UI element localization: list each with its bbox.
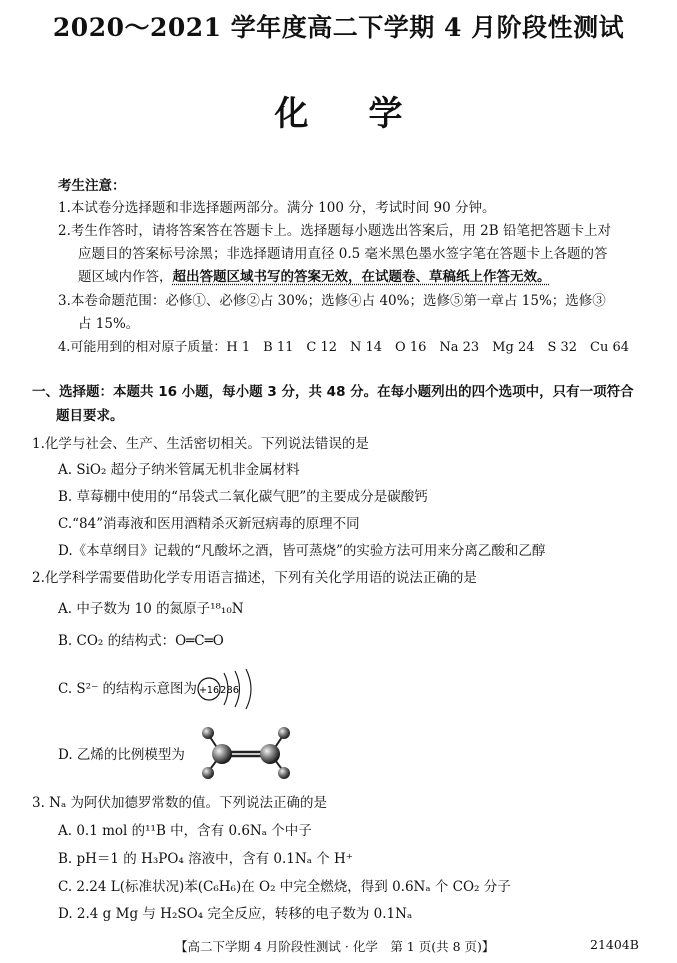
q3-stem: 3. Nₐ 为阿伏加德罗常数的值。下列说法正确的是	[32, 795, 327, 811]
q1-stem: 1.化学与社会、生产、生活密切相关。下列说法错误的是	[32, 436, 369, 452]
q1-option-d: D.《本草纲目》记载的“凡酸坏之酒，皆可蒸烧”的实验方法可用来分离乙酸和乙醇	[58, 543, 546, 559]
section-heading-2: 题目要求。	[56, 408, 124, 424]
q2-option-d: D. 乙烯的比例模型为	[58, 747, 185, 763]
notice-line-3: 应题目的答案标号涂黑；非选择题请用直径 0.5 毫米黑色墨水签字笔在答题卡上各题的答	[78, 246, 608, 262]
notice-line-2: 2.考生作答时，请将答案答在答题卡上。选择题每小题选出答案后，用 2B 铅笔把答题卡上对	[58, 223, 611, 239]
q3-option-c: C. 2.24 L(标准状况)苯(C₆H₆)在 O₂ 中完全燃烧，得到 0.6Nₐ 个 CO₂ 分子	[58, 879, 511, 895]
footer-page-info: 【高二下学期 4 月阶段性测试 · 化学 第 1 页(共 8 页)】	[175, 939, 495, 954]
q1-option-c: C.“84”消毒液和医用酒精杀灭新冠病毒的原理不同	[58, 516, 360, 532]
notice-line-1: 1.本试卷分选择题和非选择题两部分。满分 100 分，考试时间 90 分钟。	[58, 200, 496, 216]
q3-option-d: D. 2.4 g Mg 与 H₂SO₄ 完全反应，转移的电子数为 0.1Nₐ	[58, 906, 413, 922]
q2-option-c: C. S²⁻ 的结构示意图为	[58, 681, 198, 697]
footer-code: 21404B	[590, 937, 639, 952]
notice-line-4-text: 题区域内作答，	[78, 269, 173, 285]
q2-stem: 2.化学科学需要借助化学专用语言描述，下列有关化学用语的说法正确的是	[32, 570, 477, 586]
notice-line-4	[78, 269, 551, 285]
notice-line-6: 占 15%。	[78, 316, 140, 332]
q3-option-a: A. 0.1 mol 的¹¹B 中，含有 0.6Nₐ 个中子	[58, 823, 312, 839]
shell-electrons: 286	[220, 685, 240, 696]
q3-option-b: B. pH＝1 的 H₃PO₄ 溶液中，含有 0.1Nₐ 个 H⁺	[58, 851, 353, 867]
notice-heading: 考生注意：	[58, 178, 126, 194]
q2-option-b: B. CO₂ 的结构式：O═C═O	[58, 633, 224, 649]
section-heading: 一、选择题：本题共 16 小题，每小题 3 分，共 48 分。在每小题列出的四个选项中，只有一项符合	[32, 384, 634, 400]
ethylene-model-icon	[198, 722, 294, 782]
nucleus-charge: +16	[198, 685, 220, 696]
s2-ion-structure-diagram	[196, 668, 276, 710]
notice-warning: 超出答题区域书写的答案无效，在试题卷、草稿纸上作答无效。	[172, 269, 551, 285]
notice-line-5: 3.本卷命题范围：必修①、必修②占 30%；选修④占 40%；选修⑤第一章占 15%；选修③	[58, 293, 606, 309]
notice-line-7: 4.可能用到的相对原子质量：H 1 B 11 C 12 N 14 O 16 Na 23 Mg 24 S 32 Cu 64	[58, 340, 630, 355]
electron-shell-3	[246, 669, 251, 709]
q1-option-a: A. SiO₂ 超分子纳米管属无机非金属材料	[58, 462, 300, 478]
q2-option-a: A. 中子数为 10 的氮原子¹⁸₁₀N	[58, 601, 244, 617]
q1-option-b: B. 草莓棚中使用的“吊袋式二氧化碳气肥”的主要成分是碳酸钙	[58, 489, 428, 505]
subject-title: 化学	[274, 94, 463, 134]
exam-title: 2020～2021 学年度高二下学期 4 月阶段性测试	[52, 13, 625, 42]
